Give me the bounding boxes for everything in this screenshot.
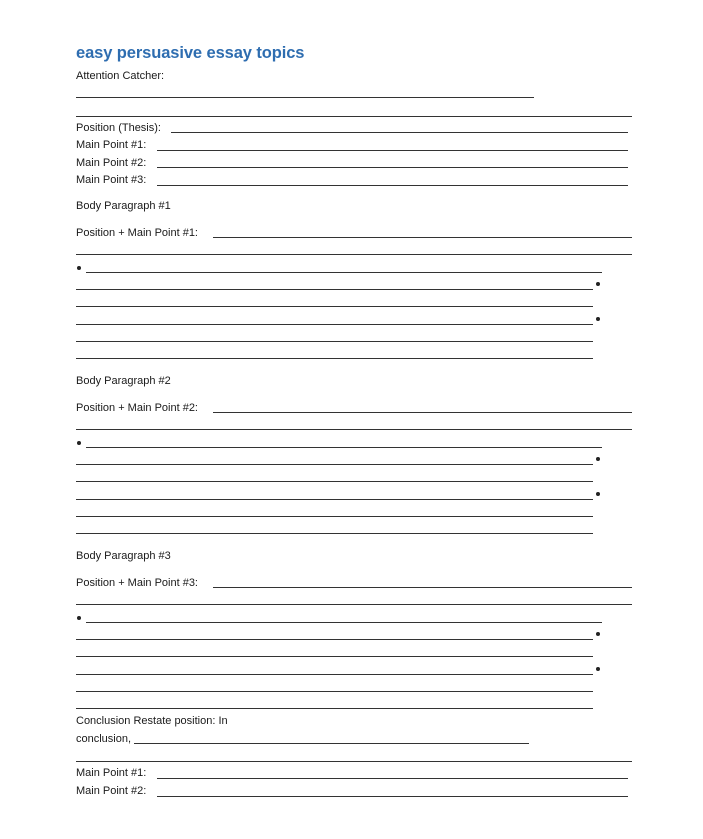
body-paragraph-2-heading: Body Paragraph #2 xyxy=(76,375,171,387)
body-paragraph-1-position-line-2[interactable] xyxy=(76,254,632,255)
body-paragraph-2-evidence-line-3[interactable] xyxy=(76,481,593,482)
body-paragraph-1-evidence-line-4[interactable] xyxy=(76,324,593,325)
body-paragraph-2-evidence-line-6[interactable] xyxy=(76,533,593,534)
main-point-1-label: Main Point #1: xyxy=(76,139,147,151)
body-paragraph-2-evidence-line-4[interactable] xyxy=(76,499,593,500)
body-paragraph-2-evidence-line-5[interactable] xyxy=(76,516,593,517)
page-title: easy persuasive essay topics xyxy=(76,44,305,62)
conclusion-main-point-2-label: Main Point #2: xyxy=(76,785,147,797)
attention-catcher-line-1[interactable] xyxy=(76,97,534,98)
main-point-2-line[interactable] xyxy=(157,167,628,168)
conclusion-main-point-2-line[interactable] xyxy=(157,796,628,797)
body-paragraph-3-position-line[interactable] xyxy=(213,587,632,588)
main-point-3-line[interactable] xyxy=(157,185,628,186)
body-paragraph-1-evidence-line-6[interactable] xyxy=(76,358,593,359)
main-point-2-label: Main Point #2: xyxy=(76,157,147,169)
body-paragraph-1-evidence-line-2[interactable] xyxy=(76,289,593,290)
body-paragraph-1-position-label: Position + Main Point #1: xyxy=(76,227,198,239)
body-paragraph-2-evidence-line-1[interactable] xyxy=(86,447,602,448)
position-thesis-label: Position (Thesis): xyxy=(76,122,161,134)
bullet-icon xyxy=(596,457,600,461)
body-paragraph-1-heading: Body Paragraph #1 xyxy=(76,200,171,212)
bullet-icon xyxy=(77,616,81,620)
body-paragraph-2-position-line[interactable] xyxy=(213,412,632,413)
body-paragraph-3-evidence-line-2[interactable] xyxy=(76,639,593,640)
main-point-1-line[interactable] xyxy=(157,150,628,151)
body-paragraph-3-evidence-line-6[interactable] xyxy=(76,708,593,709)
bullet-icon xyxy=(596,317,600,321)
conclusion-label-line-1: Conclusion Restate position: In xyxy=(76,715,228,727)
body-paragraph-2-evidence-line-2[interactable] xyxy=(76,464,593,465)
bullet-icon xyxy=(77,266,81,270)
body-paragraph-1-evidence-line-3[interactable] xyxy=(76,306,593,307)
body-paragraph-1-position-line[interactable] xyxy=(213,237,632,238)
attention-catcher-label: Attention Catcher: xyxy=(76,70,165,82)
body-paragraph-3-evidence-line-4[interactable] xyxy=(76,674,593,675)
bullet-icon xyxy=(596,667,600,671)
bullet-icon xyxy=(596,492,600,496)
conclusion-main-point-1-label: Main Point #1: xyxy=(76,767,147,779)
body-paragraph-3-evidence-line-1[interactable] xyxy=(86,622,602,623)
body-paragraph-3-heading: Body Paragraph #3 xyxy=(76,550,171,562)
conclusion-label-line-2: conclusion, xyxy=(76,733,132,745)
body-paragraph-1-evidence-line-5[interactable] xyxy=(76,341,593,342)
body-paragraph-3-position-line-2[interactable] xyxy=(76,604,632,605)
body-paragraph-2-position-line-2[interactable] xyxy=(76,429,632,430)
body-paragraph-3-evidence-line-3[interactable] xyxy=(76,656,593,657)
bullet-icon xyxy=(596,282,600,286)
attention-catcher-line-2[interactable] xyxy=(76,116,632,117)
body-paragraph-3-position-label: Position + Main Point #3: xyxy=(76,577,198,589)
conclusion-line-2[interactable] xyxy=(76,761,632,762)
bullet-icon xyxy=(77,441,81,445)
main-point-3-label: Main Point #3: xyxy=(76,174,147,186)
position-thesis-line[interactable] xyxy=(171,132,628,133)
bullet-icon xyxy=(596,632,600,636)
conclusion-main-point-1-line[interactable] xyxy=(157,778,628,779)
body-paragraph-2-position-label: Position + Main Point #2: xyxy=(76,402,198,414)
conclusion-line-1[interactable] xyxy=(134,743,529,744)
body-paragraph-3-evidence-line-5[interactable] xyxy=(76,691,593,692)
body-paragraph-1-evidence-line-1[interactable] xyxy=(86,272,602,273)
